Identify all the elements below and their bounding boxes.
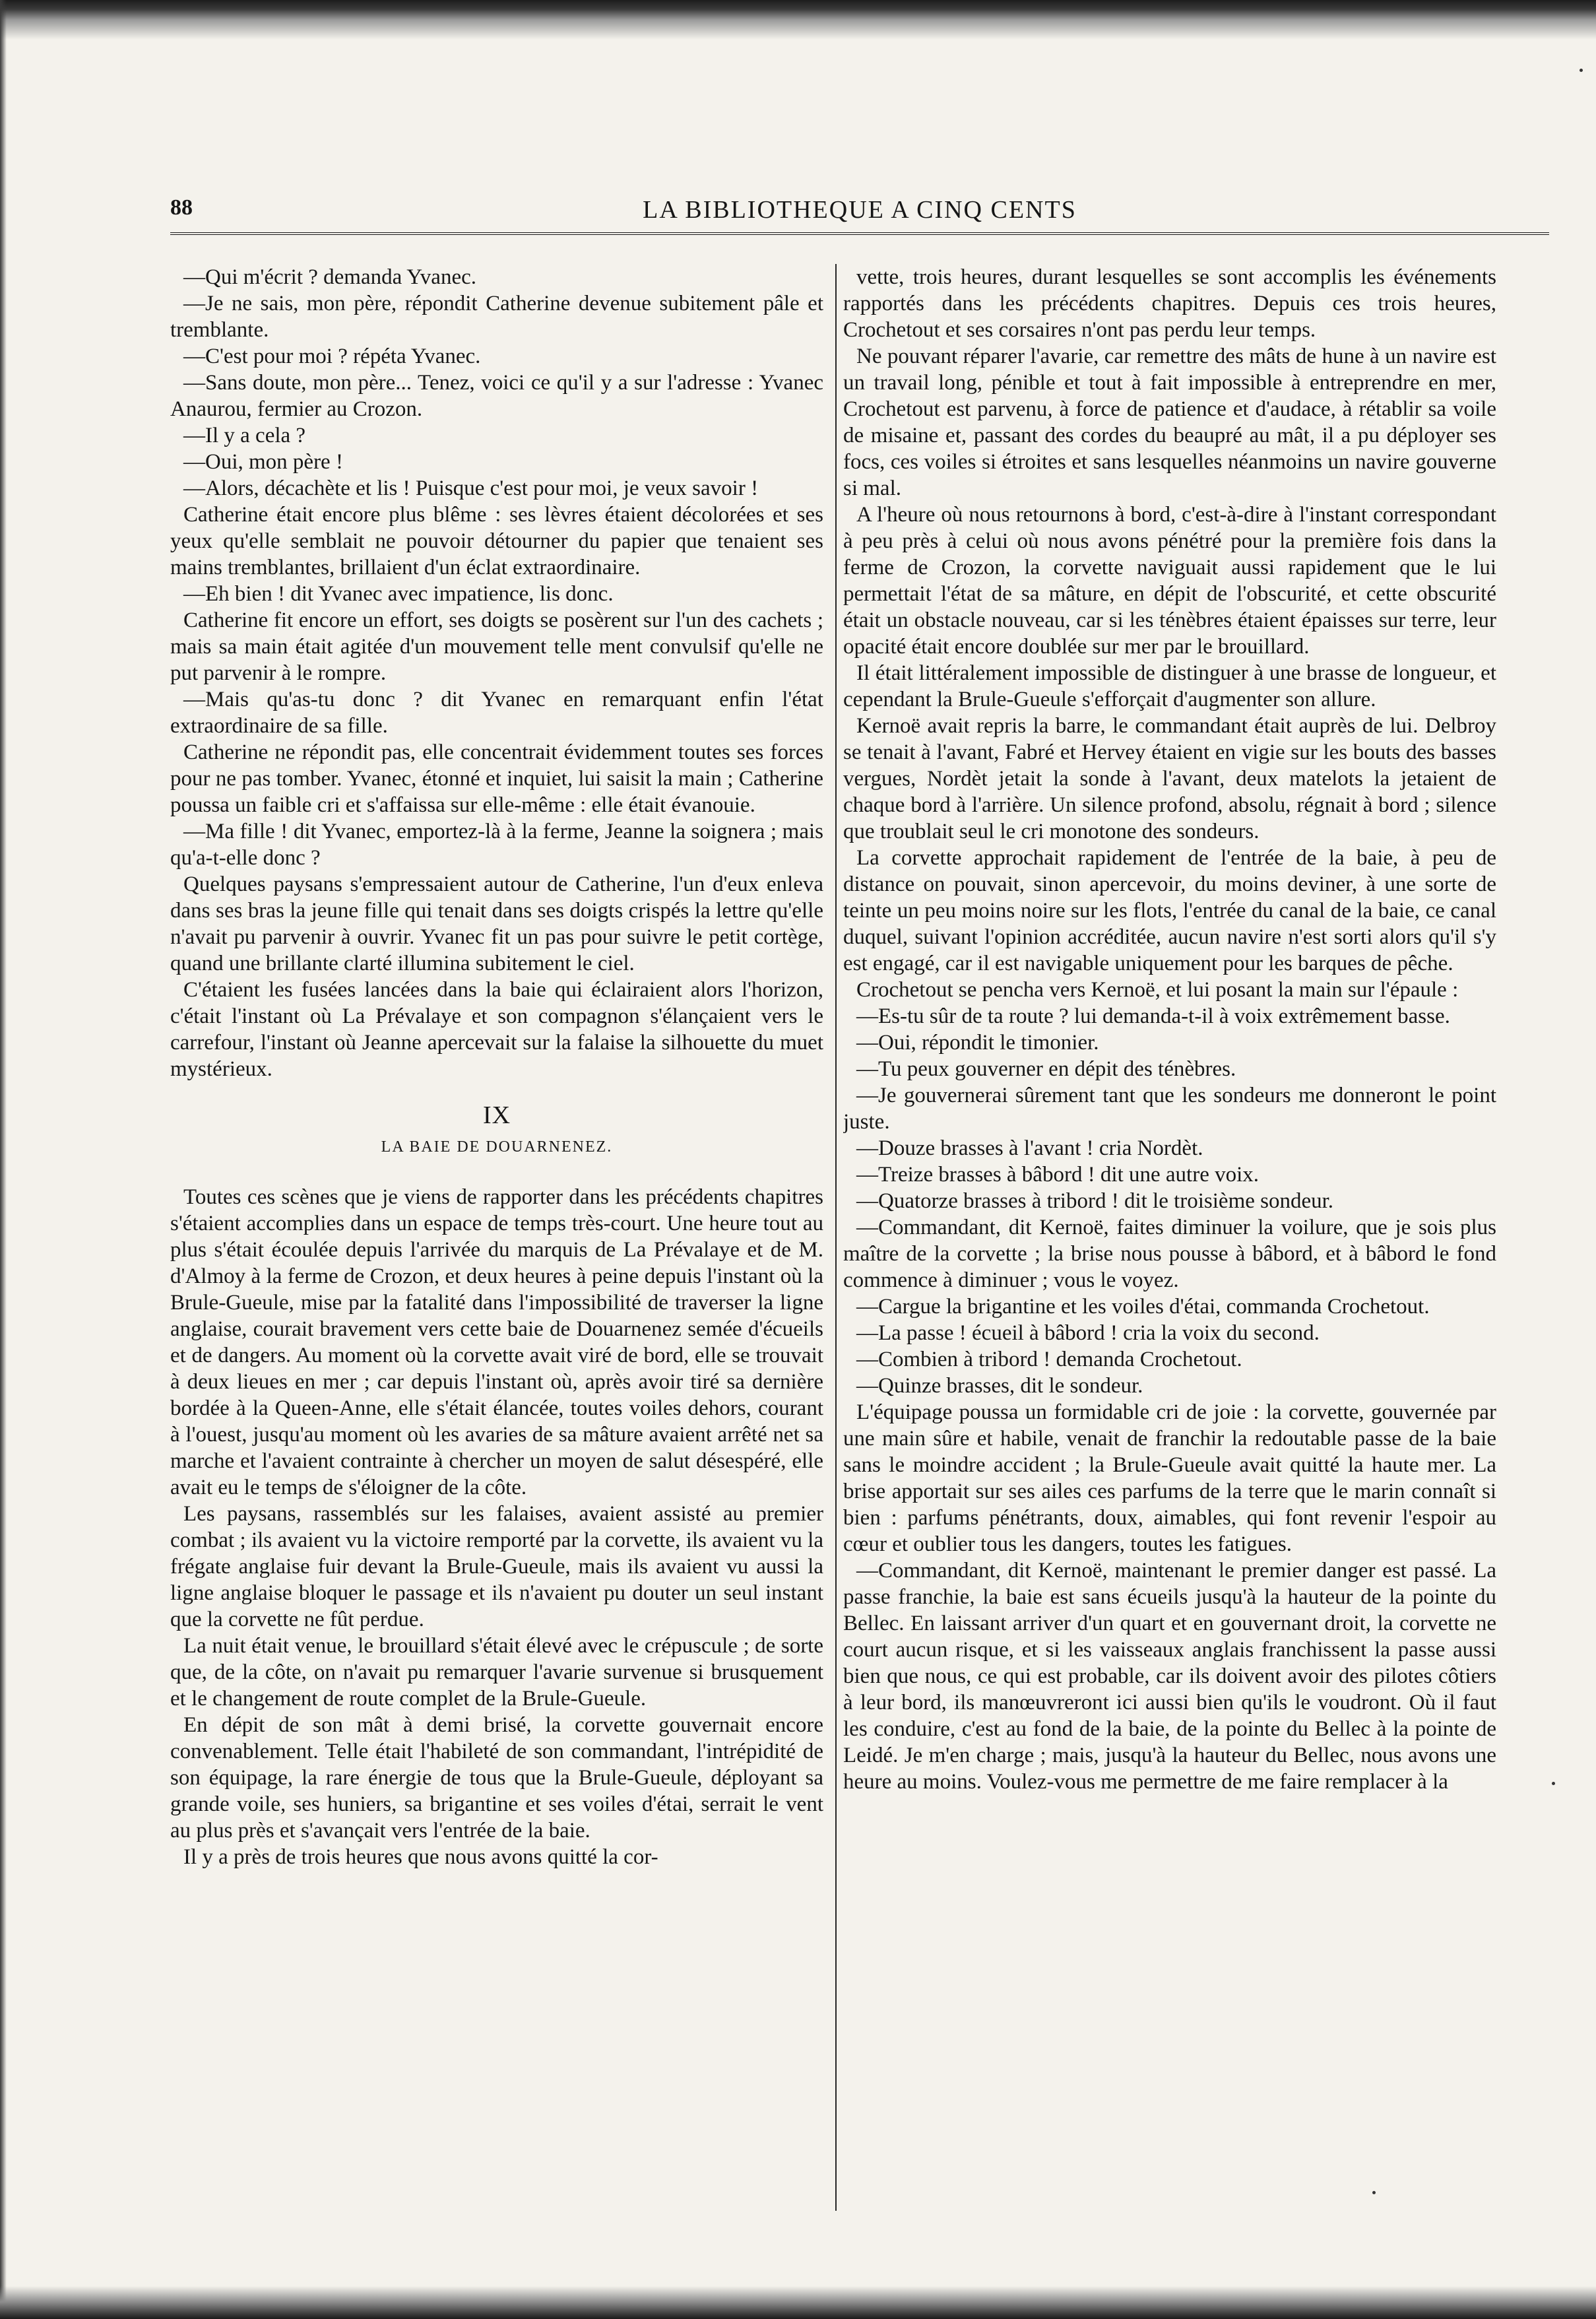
paragraph: —Il y a cela ? [183, 424, 306, 447]
paragraph: —Je gouvernerai sûrement tant que les sondeurs me donneront le point juste. [843, 1084, 1496, 1134]
paragraph: Il y a près de trois heures que nous avons quitté la cor- [183, 1845, 658, 1869]
column-divider [835, 264, 837, 2211]
paragraph: Toutes ces scènes que je viens de rapporter dans les précédents chapitres s'étaient accomplies dans un espace de temps très-court. Une heure tout au plus s'était écoulée depuis l'arrivée du marquis de La Prévalaye et de M. d'Almoy à la ferme de Crozon, et deux heures à peine depuis l'instant où la Brule-Gueule, mise par la fatalité dans l'impossibilité de traverser la ligne anglaise, courait bravement vers cette baie de Douarnenez semée d'écueils et de dangers. Au moment où la corvette avait viré de bord, elle se trouvait à deux lieues en mer ; car depuis l'instant où, après avoir tiré sa dernière bordée à la Queen-Anne, elle s'était élancée, toutes voiles dehors, courant à l'ouest, jusqu'au moment où les avaries de sa mâture avaient arrêté net sa marche et l'avaient contrainte à chercher un moyen de salut désespéré, elle avait eu le temps de s'éloigner de la côte. [170, 1185, 823, 1499]
paragraph: —Cargue la brigantine et les voiles d'étai, commanda Crochetout. [856, 1295, 1430, 1319]
paragraph: Crochetout se pencha vers Kernoë, et lui posant la main sur l'épaule : [856, 978, 1459, 1002]
chapter-number: IX [482, 1101, 511, 1129]
paragraph: —Sans doute, mon père... Tenez, voici ce qu'il y a sur l'adresse : Yvanec Anaurou, fermier au Crozon. [170, 371, 823, 421]
scan-speck [1372, 2191, 1376, 2194]
paragraph: —Es-tu sûr de ta route ? lui demanda-t-il à voix extrêmement basse. [856, 1004, 1450, 1028]
paragraph: —La passe ! écueil à bâbord ! cria la voix du second. [856, 1321, 1320, 1345]
paragraph: Il était littéralement impossible de distinguer à une brasse de longueur, et cependant la Brule-Gueule s'efforçait d'augmenter son allure. [843, 661, 1496, 711]
paragraph: —Alors, décachète et lis ! Puisque c'est pour moi, je veux savoir ! [183, 476, 759, 500]
paragraph: —Douze brasses à l'avant ! cria Nordèt. [856, 1136, 1203, 1160]
left-column [170, 264, 823, 2211]
paragraph: —Oui, répondit le timonier. [856, 1031, 1099, 1055]
paragraph: —Combien à tribord ! demanda Crochetout. [856, 1348, 1242, 1371]
paragraph: —Commandant, dit Kernoë, maintenant le premier danger est passé. La passe franchie, la baie est sans écueils jusqu'à la hauteur de la pointe du Bellec. En laissant arriver d'un quart et en gouvernant droit, la corvette ne court aucun risque, et si les vaisseaux anglais franchissent la passe aussi bien que nous, ce qui est probable, car ils doivent avoir des pilotes côtiers à leur bord, ils manœuvreront ici aussi bien qu'ils le voudront. Où il faut les conduire, c'est au fond de la baie, de la pointe du Bellec à la pointe de Leidé. Je m'en charge ; mais, jusqu'à la hauteur du Bellec, nous avons une heure au moins. Voulez-vous me permettre de me faire remplacer à la [843, 1559, 1496, 1794]
paragraph: —Treize brasses à bâbord ! dit une autre voix. [856, 1163, 1260, 1187]
paragraph: Kernoë avait repris la barre, le commandant était auprès de lui. Delbroy se tenait à l'avant, Fabré et Hervey étaient en vigie sur les bouts des basses vergues, Nordèt jetait la sonde à l'avant, deux matelots la jetaient de chaque bord à l'arrière. Un silence profond, absolu, régnait à bord ; silence que troublait seul le cri monotone des sondeurs. [843, 714, 1496, 843]
scan-speck [1580, 69, 1583, 72]
paragraph: —Qui m'écrit ? demanda Yvanec. [183, 265, 476, 289]
scan-speck [1552, 1782, 1555, 1785]
paragraph: Les paysans, rassemblés sur les falaises, avaient assisté au premier combat ; ils avaient vu la victoire remporté par la corvette, ils avaient vu la frégate anglaise fuir devant la Brule-Gueule, mais ils avaient vu aussi la ligne anglaise bloquer le passage et ils n'avaient pu douter un seul instant que la corvette ne fût perdue. [170, 1502, 823, 1631]
right-column-paragraphs [843, 264, 1496, 1795]
paragraph: —Tu peux gouverner en dépit des ténèbres. [856, 1057, 1236, 1081]
paragraph: C'étaient les fusées lancées dans la baie qui éclairaient alors l'horizon, c'était l'instant où La Prévalaye et son compagnon s'élançaient vers le carrefour, l'instant où Jeanne apercevait sur la falaise la silhouette du muet mystérieux. [170, 978, 823, 1081]
paragraph: En dépit de son mât à demi brisé, la corvette gouvernait encore convenablement. Telle était l'habileté de son commandant, l'intrépidité de son équipage, la rare énergie de tous que la Brule-Gueule, déployant sa grande voile, ses huniers, sa brigantine et ses voiles d'étai, serrait le vent au plus près et s'avançait vers l'entrée de la baie. [170, 1713, 823, 1843]
scan-bottom-edge [0, 2286, 1596, 2319]
paragraph: Catherine était encore plus blême : ses lèvres étaient décolorées et ses yeux qu'elle semblait ne pouvoir détourner du papier que tenaient ses mains tremblantes, brillaient d'un éclat extraordinaire. [170, 503, 823, 579]
scan-top-edge [0, 0, 1596, 40]
paragraph: Quelques paysans s'empressaient autour de Catherine, l'un d'eux enleva dans ses bras la jeune fille qui tenait dans ses doigts crispés la lettre qu'elle n'avait pu parvenir à ouvrir. Yvanec fit un pas pour suivre le petit cortège, quand une brillante clarté illumina subitement le ciel. [170, 872, 823, 975]
paragraph: —Quinze brasses, dit le sondeur. [856, 1374, 1143, 1398]
scan-left-edge [0, 0, 7, 2319]
paragraph: —Eh bien ! dit Yvanec avec impatience, lis donc. [183, 582, 614, 606]
paragraph: —C'est pour moi ? répéta Yvanec. [183, 344, 481, 368]
paragraph: —Oui, mon père ! [183, 450, 343, 474]
paragraph: La corvette approchait rapidement de l'entrée de la baie, à peu de distance on pouvait, sinon apercevoir, du moins deviner, à une sorte de teinte un peu moins noire sur les flots, l'entrée du canal de la baie, ce canal duquel, suivant l'opinion accréditée, aucun navire n'est sorti alors qu'il s'y est engagé, car il est navigable uniquement pour les barques de pêche. [843, 846, 1496, 975]
running-title: LA BIBLIOTHEQUE A CINQ CENTS [643, 196, 1077, 224]
paragraph: —Ma fille ! dit Yvanec, emportez-là à la ferme, Jeanne la soignera ; mais qu'a-t-elle donc ? [170, 820, 823, 870]
paragraph: La nuit était venue, le brouillard s'était élevé avec le crépuscule ; de sorte que, de la côte, on n'avait pu remarquer l'avarie survenue si brusquement et le changement de route complet de la Brule-Gueule. [170, 1634, 823, 1711]
left-column-chapter-paragraphs [170, 1184, 823, 1870]
left-column-paragraphs [170, 264, 823, 1082]
paragraph: Ne pouvant réparer l'avarie, car remettre des mâts de hune à un navire est un travail long, pénible et tout à fait impossible à entreprendre en mer, Crochetout est parvenu, à force de patience et d'audace, à rétablir sa voile de misaine et, passant des cordes du beaupré au mât, il a pu déployer ses focs, ces voiles si étroites et sans lesquelles néanmoins un navire gouverne si mal. [843, 344, 1496, 500]
paragraph: Catherine fit encore un effort, ses doigts se posèrent sur l'un des cachets ; mais sa main était agitée d'un mouvement telle ment convulsif qu'elle ne put parvenir à le rompre. [170, 608, 823, 685]
paragraph: —Mais qu'as-tu donc ? dit Yvanec en remarquant enfin l'état extraordinaire de sa fille. [170, 688, 823, 738]
paragraph: —Je ne sais, mon père, répondit Catherine devenue subitement pâle et tremblante. [170, 292, 823, 342]
paragraph: L'équipage poussa un formidable cri de joie : la corvette, gouvernée par une main sûre et habile, venait de franchir la redoutable passe de la baie sans le moindre accident ; la Brule-Gueule avait quitté la haute mer. La brise apportait sur ses ailes ces parfums de la terre que le marin connaît si bien : parfums pénétrants, doux, aimables, qui font revenir l'espoir au cœur et oublier tous les dangers, toutes les fatigues. [843, 1400, 1496, 1556]
page-number: 88 [170, 195, 193, 220]
paragraph: vette, trois heures, durant lesquelles se sont accomplis les événements rapportés dans les précédents chapitres. Depuis ces trois heures, Crochetout et ses corsaires n'ont pas perdu leur temps. [843, 265, 1496, 342]
page-header [170, 195, 1549, 235]
paragraph: —Quatorze brasses à tribord ! dit le troisième sondeur. [856, 1189, 1334, 1213]
paragraph: —Commandant, dit Kernoë, faites diminuer la voilure, que je sois plus maître de la corvette ; la brise nous pousse à bâbord, et à bâbord le fond commence à diminuer ; vous le voyez. [843, 1216, 1496, 1292]
paragraph: Catherine ne répondit pas, elle concentrait évidemment toutes ses forces pour ne pas tomber. Yvanec, étonné et inquiet, lui saisit la main ; Catherine poussa un faible cri et s'affaissa sur elle-même : elle était évanouie. [170, 740, 823, 817]
paragraph: A l'heure où nous retournons à bord, c'est-à-dire à l'instant correspondant à peu près à celui où nous avons pénétré pour la première fois dans la ferme de Crozon, la corvette naviguait aussi rapidement que le lui permettait l'état de sa mâture, en dépit de l'obscurité, et cette obscurité était un obstacle nouveau, car si les ténèbres étaient épaisses sur terre, leur opacité était encore doublée sur mer par le brouillard. [843, 503, 1496, 659]
right-column [843, 264, 1496, 2211]
chapter-title: LA BAIE DE DOUARNENEZ. [381, 1138, 613, 1156]
